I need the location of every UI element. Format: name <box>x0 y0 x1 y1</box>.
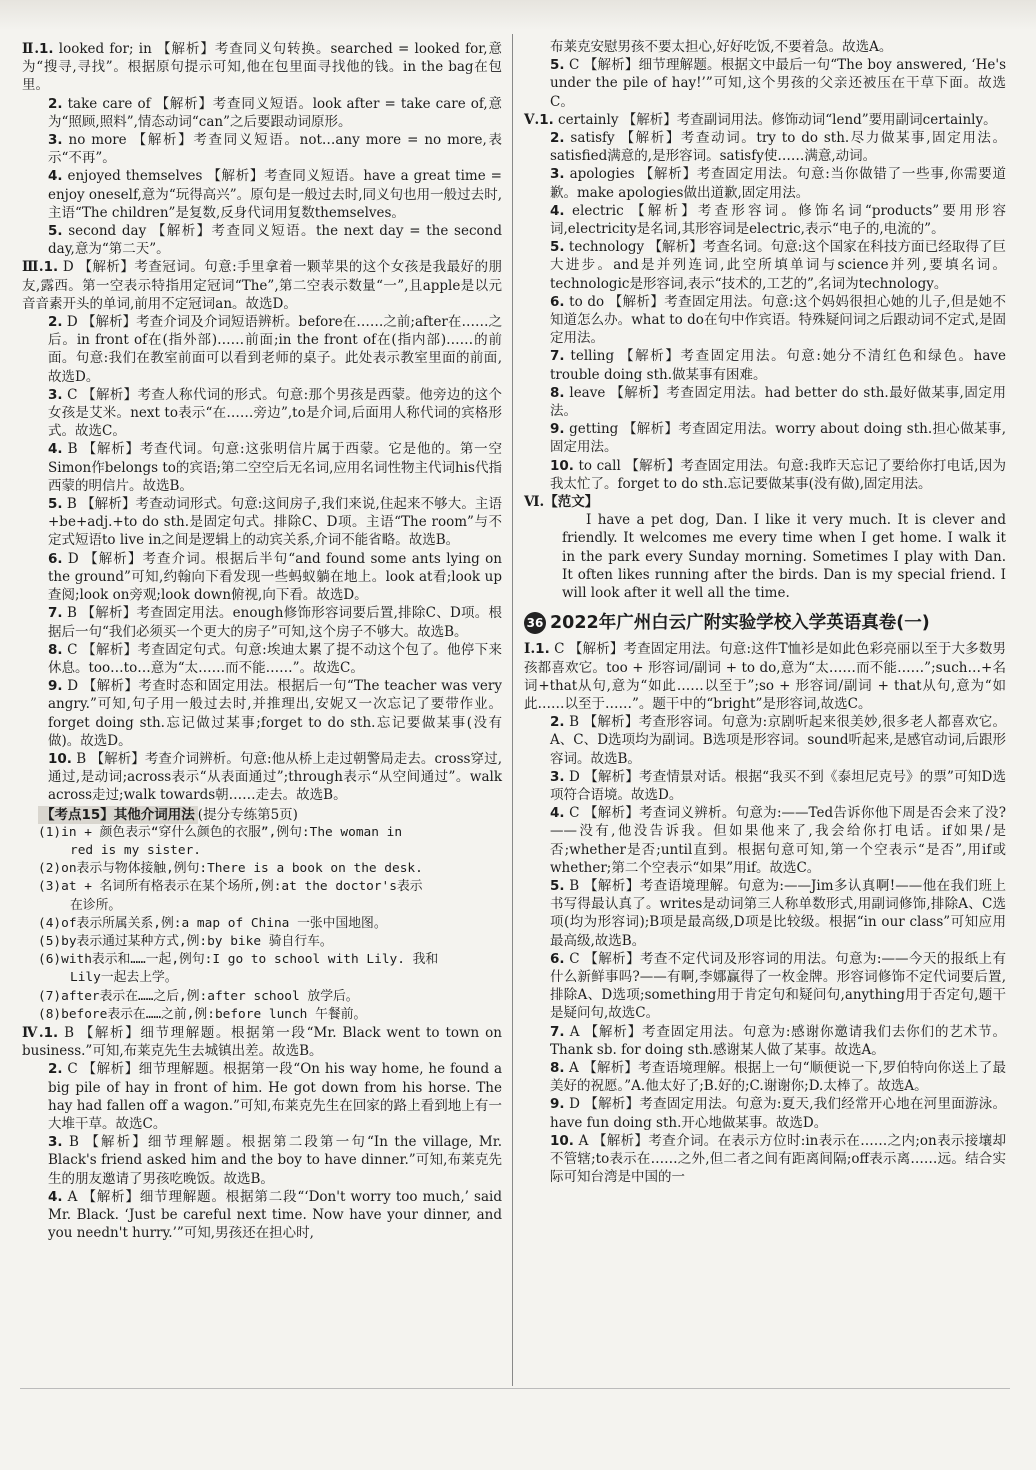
answer-entry <box>524 111 1006 129</box>
answer-entry <box>524 56 1006 111</box>
answer-text: C 【解析】考查不定代词及形容词的用法。句意为:——今天的报纸上有什么新鲜事吗?——有啊,李娜赢得了一枚金牌。形容词修饰不定代词要后置,排除A、D选项;something用于肯定句和疑问句,anything用于否定句,题干是疑问句,故选C。 <box>550 950 1006 1022</box>
answer-number: 8. <box>550 1059 565 1076</box>
answer-number: 6. <box>550 950 565 967</box>
answer-text: C 【解析】考查人称代词的形式。句意:那个男孩是西蒙。他旁边的这个女孩是艾米。next to表示“在……旁边”,to是介词,后面用人称代词的宾格形式。故选C。 <box>48 386 502 440</box>
answer-text: D 【解析】考查介词。根据后半句“and found some ants lying on the ground”可知,约翰向下看发现一些蚂蚁躺在地上。look at看;look up查阅;look on旁观;look down俯视,向下看。故选D。 <box>48 550 502 604</box>
section-number-badge: 36 <box>524 612 546 634</box>
right-answer-list <box>524 38 1006 493</box>
answer-text: take care of 【解析】考查同义短语。look after = take care of,意为“照顾,照料”,情态动词“can”之后要跟动词原形。 <box>48 95 502 130</box>
answer-text: enjoyed themselves 【解析】考查同义短语。have a great time = enjoy oneself,意为“玩得高兴”。原句是一般过去时,同义句也用一般过去时,主语“The children”是复数,反身代词用复数themselves。 <box>48 168 502 221</box>
tip-item-continuation: red is my sister. <box>70 842 201 858</box>
answer-number: 9. <box>48 678 63 695</box>
answer-text: electric 【解析】考查形容词。修饰名词“products”要用形容词,electricity是名词,其形容词是electric,表示“电子的,电流的”。 <box>550 202 1006 238</box>
tip-item <box>22 1006 502 1024</box>
answer-entry <box>524 457 1006 493</box>
answer-number: 2. <box>48 95 63 112</box>
answer-entry <box>22 131 502 167</box>
answer-entry <box>22 750 502 805</box>
section-title-text: 2022年广州白云广附实验学校入学英语真卷(一) <box>550 613 930 634</box>
answer-entry <box>524 1059 1006 1095</box>
answer-entry <box>524 1132 1006 1187</box>
answer-text: C 【解析】考查固定句式。句意:埃迪太累了提不动这个包了。他停下来休息。too…to…意为“太……而不能……”。故选C。 <box>48 641 502 676</box>
answer-entry <box>22 440 502 495</box>
answer-number: 5. <box>550 877 565 894</box>
answer-entry <box>22 677 502 750</box>
answer-number: 10. <box>48 750 72 767</box>
answer-text: satisfy 【解析】考查动词。try to do sth.尽力做某事,固定用法。satisfied满意的,是形容词。satisfy使……满意,动词。 <box>550 130 1006 165</box>
tip-item <box>22 951 502 987</box>
answer-number: 6. <box>48 550 63 567</box>
column-divider <box>512 34 513 1386</box>
answer-entry <box>524 384 1006 420</box>
answer-number: 4. <box>48 1188 63 1205</box>
answer-text: C 【解析】细节理解题。根据第一段“On his way home, he found a big pile of hay in front of him. He got down from his horse. The hay had fallen off a wagon.”可知,布莱克先生在回家的路上看到地上有一大堆干草。故选C。 <box>48 1061 502 1132</box>
answer-text: A 【解析】考查介词。在表示方位时:in表示在……之内;on表示接壤却不管辖;to表示在……之外,但二者之间有距离间隔;off表示离……远。结合实际可知台湾是中国的一 <box>550 1132 1006 1186</box>
answer-entry <box>22 1188 502 1243</box>
answer-text: apologies 【解析】考查固定用法。句意:当你做错了一些事,你需要道歉。make apologies做出道歉,固定用法。 <box>550 166 1006 201</box>
answer-number: 5. <box>550 239 565 256</box>
answer-text: D 【解析】考查时态和固定用法。根据后一句“The teacher was very angry.”可知,句子用一般过去时,并推理出,安妮又一次忘记了要带作业。forget doing sth.忘记做过某事;forget to do sth.忘记要做某事(没有做)。故选D。 <box>48 678 502 749</box>
answer-number: 7. <box>48 605 63 622</box>
tip-item-line: (4)of表示所属关系,例:a map of China 一张中国地图。 <box>38 915 387 931</box>
answer-text: B 【解析】考查代词。句意:这张明信片属于西蒙。它是他的。第一空Simon作belongs to的宾语;第二空空后无名词,应用名词性物主代词his代指西蒙的明信片。故选B。 <box>48 441 502 494</box>
right-column <box>524 0 1006 1186</box>
answer-entry <box>22 222 502 258</box>
answer-text: B 【解析】考查形容词。句意为:京剧听起来很美妙,很多老人都喜欢它。A、C、D选项均为副词。B选项是形容词。sound听起来,是感官动词,后跟形容词。故选B。 <box>550 714 1006 767</box>
answer-entry <box>22 495 502 550</box>
answer-text: leave 【解析】考查固定用法。had better do sth.最好做某事,固定用法。 <box>550 384 1006 420</box>
tip-item <box>22 878 502 914</box>
answer-entry <box>524 877 1006 950</box>
tip-item <box>22 915 502 933</box>
answer-entry <box>524 238 1006 293</box>
answer-text: 布莱克安慰男孩不要太担心,好好吃饭,不要着急。故选A。 <box>550 39 893 55</box>
answer-entry <box>524 165 1006 201</box>
answer-text: A 【解析】考查语境理解。根据上一句“顺便说一下,罗伯特向你送上了最美好的祝愿。”A.他太好了;B.好的;C.谢谢你;D.太棒了。故选A。 <box>550 1059 1006 1095</box>
answer-text: B 【解析】考查动词形式。句意:这间房子,我们来说,住起来不够大。主语+be+adj.+to do sth.是固定句式。排除C、D项。主语“The room”与不定式短语to live in之间是逻辑上的动宾关系,介词不能省略。故选B。 <box>48 496 502 549</box>
answer-text: D 【解析】考查情景对话。根据“我买不到《泰坦尼克号》的票”可知D选项符合语境。故选D。 <box>550 768 1006 803</box>
answer-number: 7. <box>550 348 565 365</box>
answer-text: B 【解析】细节理解题。根据第二段第一句“In the village, Mr. Black's friend asked him and the boy to have dinner.”可知,布莱克先生的朋友邀请了男孩吃晚饭。故选B。 <box>48 1134 502 1187</box>
answer-number: 1. <box>43 1024 59 1041</box>
tip-heading: 【考点15】其他介词用法 <box>38 806 198 824</box>
answer-number: 1. <box>535 641 550 658</box>
tip-item-line: (3)at + 名词所有格表示在某个场所,例:at the doctor's表示 <box>38 879 423 895</box>
answer-number: 10. <box>550 457 574 474</box>
essay-roman: Ⅵ. <box>524 494 545 511</box>
answer-entry <box>524 804 1006 877</box>
tip-item-line: (5)by表示通过某种方式,例:by bike 骑自行车。 <box>38 933 333 949</box>
left-column <box>22 0 502 1242</box>
answer-text: B 【解析】细节理解题。根据第一段“Mr. Black went to town on business.”可知,布莱克先生去城镇出差。故选B。 <box>22 1024 502 1060</box>
answer-number: 8. <box>48 641 63 658</box>
answer-text: B 【解析】考查语境理解。句意为:——Jim多认真啊!——他在我们班上书写得最认真了。writes是动词第三人称单数形式,用副词修饰,排除A、C选项(均为形容词);B项是最高级,D项是比较级。根据“in our class”可知应用最高级,故选B。 <box>550 877 1006 949</box>
answer-entry <box>22 604 502 640</box>
answer-number: 9. <box>550 1096 565 1113</box>
answer-text: getting 【解析】考查固定用法。worry about doing sth.担心做某事,固定用法。 <box>550 421 1006 456</box>
answer-entry <box>22 258 502 313</box>
answer-number: 1. <box>43 259 59 276</box>
answer-number: 3. <box>48 132 63 149</box>
answer-number: 3. <box>48 386 63 403</box>
answer-entry <box>22 1060 502 1133</box>
answer-entry <box>22 40 502 95</box>
section-roman: Ⅲ. <box>22 259 44 276</box>
answer-number: 4. <box>550 805 565 822</box>
answer-number: 3. <box>550 768 565 785</box>
answer-text: A 【解析】考查固定用法。句意为:感谢你邀请我们去你们的艺术节。Thank sb. for doing sth.感谢某人做了某事。故选A。 <box>550 1023 1006 1058</box>
answer-number: 2. <box>550 130 565 147</box>
answer-text: B 【解析】考查固定用法。enough修饰形容词要后置,排除C、D项。根据后一句“我们必须买一个更大的房子”可知,这个房子不够大。故选B。 <box>48 605 502 640</box>
tip-item <box>22 824 502 860</box>
answer-entry <box>524 1095 1006 1131</box>
essay-tag: 【范文】 <box>544 494 599 511</box>
answer-text: D 【解析】考查固定用法。句意为:夏天,我们经常开心地在河里面游泳。have fun doing sth.开心地做某事。故选D。 <box>550 1096 1006 1131</box>
answer-text: to do 【解析】考查固定用法。句意:这个妈妈很担心她的儿子,但是她不知道怎么办。what to do在句中作宾语。特殊疑问词之后跟动词不定式,是固定用法。 <box>550 293 1006 347</box>
answer-entry <box>22 550 502 605</box>
answer-entry <box>22 1133 502 1188</box>
answer-number: 2. <box>48 1061 63 1078</box>
tip-item-line: (2)on表示与物体接触,例句:There is a book on the desk. <box>38 861 423 877</box>
answer-number: 8. <box>550 384 565 401</box>
tip-item-line: (6)with表示和……一起,例句:I go to school with Lily. 我和 <box>38 952 439 968</box>
answer-number: 3. <box>550 166 565 183</box>
tip-item-line: (8)before表示在……之前,例:before lunch 午餐前。 <box>38 1006 367 1022</box>
answer-number: 5. <box>550 57 565 74</box>
section-roman: Ⅱ. <box>22 41 40 57</box>
answer-number: 7. <box>550 1023 565 1040</box>
answer-entry <box>524 768 1006 804</box>
tip-heading-note: (提分专练第5页) <box>197 806 298 823</box>
answer-text: C 【解析】细节理解题。根据文中最后一句“The boy answered, ‘He's under the pile of hay!’”可知,这个男孩的父亲还被压在干草下面。故选C。 <box>550 57 1006 110</box>
left-answer-list-2 <box>22 1024 502 1242</box>
answer-entry <box>524 202 1006 238</box>
answer-number: 4. <box>48 168 63 185</box>
tip-item-continuation: Lily一起去上学。 <box>70 970 178 986</box>
essay-block <box>524 493 1006 602</box>
tip-item-line: (7)after表示在……之后,例:after school 放学后。 <box>38 988 359 1004</box>
tip-item <box>22 988 502 1006</box>
section-roman: Ⅳ. <box>22 1024 44 1041</box>
tip-item-continuation: 在诊所。 <box>70 897 122 913</box>
section-roman: Ⅴ. <box>524 111 540 128</box>
bottom-rule <box>20 1388 1010 1389</box>
tip-item <box>22 933 502 951</box>
answer-entry <box>524 293 1006 348</box>
answer-text: C 【解析】考查词义辨析。句意为:——Ted告诉你他下周是否会来了没?——没有,他没告诉我。但如果他来了,我会给你打电话。if如果/是否;whether是否;until直到。根据句意可知,第一个空表示“是否”,用if或whether;第二个空表示“如果”用if。故选C。 <box>550 805 1006 876</box>
answer-text: D 【解析】考查冠词。句意:手里拿着一颗苹果的这个女孩是我最好的朋友,露西。第一空表示特指用定冠词“The”,第二空表示数量“一”,且apple是以元音音素开头的单词,前用不定冠词an。故选D。 <box>22 259 502 312</box>
answer-number: 6. <box>550 293 565 310</box>
answer-text: C 【解析】考查固定用法。句意:这件T恤衫是如此色彩亮丽以至于大多数男孩都喜欢它。too + 形容词/副词 + to do,意为“太……而不能……”;such…+名词+that从句,意为“如此……以至于”;so + 形容词/副词 + that从句,意为“如此……以至于……”。题干中的“bright”是形容词,故选C。 <box>524 641 1006 712</box>
answer-number: 1. <box>539 111 554 128</box>
answer-number: 5. <box>48 223 63 240</box>
answer-text: D 【解析】考查介词及介词短语辨析。before在……之前;after在……之后。in front of在(指外部)……前面;in the front of在(指内部)……的前面。句意:我们在教室前面可以看到老师的桌子。此处表示教室里面的前面,故选D。 <box>48 314 502 385</box>
answer-entry <box>22 386 502 441</box>
answer-entry <box>524 640 1006 713</box>
right-answer-list-2 <box>524 640 1006 1186</box>
answer-text: to call 【解析】考查固定用法。句意:我昨天忘记了要给你打电话,因为我太忙了。forget to do sth.忘记要做某事(没有做),固定用法。 <box>550 457 1006 492</box>
section-title <box>524 612 1006 634</box>
answer-entry <box>524 420 1006 456</box>
answer-number: 9. <box>550 421 565 438</box>
answer-entry <box>524 347 1006 383</box>
answer-entry <box>524 713 1006 768</box>
answer-entry <box>524 950 1006 1023</box>
answer-entry <box>22 641 502 677</box>
answer-entry <box>524 1023 1006 1059</box>
tip-box <box>22 806 502 1024</box>
tip-item <box>22 860 502 878</box>
answer-text: B 【解析】考查介词辨析。句意:他从桥上走过朝警局走去。cross穿过,通过,是动词;across表示“从表面通过”;through表示“从空间通过”。walk across走过;walk towards朝……走去。故选B。 <box>48 750 502 804</box>
answer-number: 2. <box>550 714 565 731</box>
answer-number: 10. <box>550 1132 574 1149</box>
answer-entry <box>524 129 1006 165</box>
answer-entry <box>22 313 502 386</box>
answer-entry <box>524 38 1006 56</box>
answer-number: 4. <box>550 202 565 219</box>
answer-entry <box>22 167 502 222</box>
answer-number: 4. <box>48 441 63 458</box>
tip-item-line: (1)in + 颜色表示“穿什么颜色的衣服”,例句:The woman in <box>38 824 403 840</box>
answer-text: certainly 【解析】考查副词用法。修饰动词“lend”要用副词certainly。 <box>553 111 997 128</box>
answer-text: technology 【解析】考查名词。句意:这个国家在科技方面已经取得了巨大进步。and是并列连词,此空所填单词与science并列,要填名词。technologic是形容词,表示“技术的,工艺的”,名词为technology。 <box>550 239 1006 292</box>
answer-entry <box>22 95 502 131</box>
answer-entry <box>22 1024 502 1060</box>
answer-number: 5. <box>48 496 63 513</box>
answer-text: no more 【解析】考查同义短语。not…any more = no more,表示“不再”。 <box>48 132 502 167</box>
answer-text: second day 【解析】考查同义短语。the next day = the second day,意为“第二天”。 <box>48 223 502 258</box>
answer-number: 2. <box>48 314 63 331</box>
left-answer-list <box>22 40 502 805</box>
tip-items <box>22 824 502 1024</box>
essay-text: I have a pet dog, Dan. I like it very much. It is clever and friendly. It welcomes me every time when I get home. I walk it in the park every Sunday morning. Sometimes I play with Dan. It often likes running after the birds. Dan is my special friend. I will look after it well all the time. <box>562 512 1006 602</box>
answer-text: telling 【解析】考查固定用法。句意:她分不清红色和绿色。have trouble doing sth.做某事有困难。 <box>550 348 1006 383</box>
section-roman: Ⅰ. <box>524 641 536 658</box>
answer-number: 1. <box>39 41 54 57</box>
answer-number: 3. <box>48 1134 63 1151</box>
answer-text: A 【解析】细节理解题。根据第二段“‘Don't worry too much,’ said Mr. Black. ‘Just be careful next time. Now have your dinner, and you needn't hurry.’”可知,男孩还在担心时, <box>48 1188 502 1242</box>
answer-text: looked for; in 【解析】考查同义句转换。searched = looked for,意为“搜寻,寻找”。根据原句提示可知,他在包里面寻找他的钱。in the bag在包里。 <box>22 41 502 94</box>
